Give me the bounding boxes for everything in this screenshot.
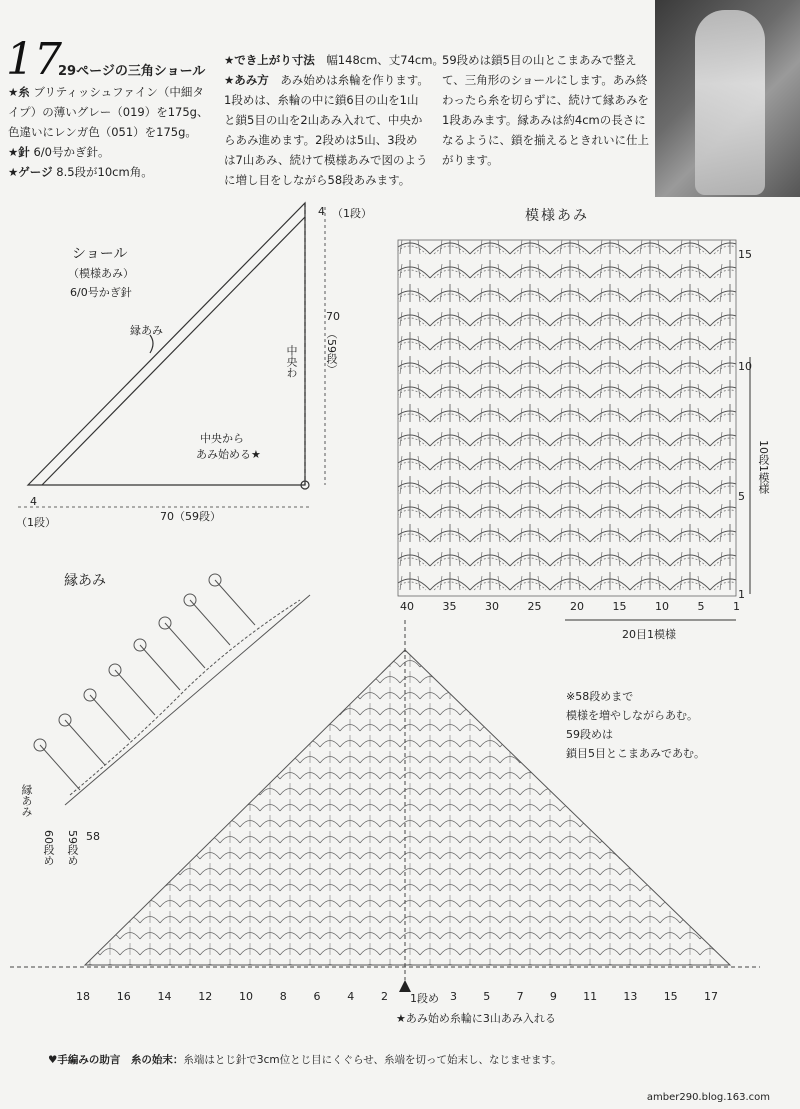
edge-row-60: 60段め xyxy=(42,830,55,866)
top-dim-rows: （1段） xyxy=(332,207,372,220)
pattern-row-10: 10 xyxy=(738,360,752,373)
right-row-labels: 3 5 7 9 11 13 15 17 xyxy=(450,990,718,1003)
start-note: ★あみ始め糸輪に3山あみ入れる xyxy=(396,1012,556,1025)
start-label-2: あみ始める★ xyxy=(196,448,261,461)
left-dim-rows: （1段） xyxy=(16,516,56,529)
materials-line: イプ）の薄いグレー（019）を175g、 xyxy=(8,105,209,119)
pattern-repeat-cols: 20目1模様 xyxy=(622,628,676,641)
pattern-row-5: 5 xyxy=(738,490,745,503)
left-dim: 4 xyxy=(30,495,37,508)
footer-advice: ♥手編みの助言 糸の始末：糸端はとじ針で3cm位とじ目にくぐらせ、糸端を切って始末し、なじませます。 xyxy=(48,1054,562,1066)
materials-line: ★ゲージ 8.5段が10cm角。 xyxy=(8,165,153,179)
shawl-outline xyxy=(28,203,305,485)
pattern-title: 29ページの三角ショール xyxy=(58,64,206,79)
edge-row-59: 59段め xyxy=(66,830,79,866)
materials-line: ★針 6/0号かぎ針。 xyxy=(8,145,110,159)
height-rows: （59段） xyxy=(325,328,338,375)
first-row-label: 1段め xyxy=(410,992,439,1005)
top-dim: 4 xyxy=(318,205,325,218)
edge-label: 縁あみ xyxy=(130,324,163,337)
shawl-title: ショール xyxy=(72,246,128,262)
shawl-sub: （模様あみ） xyxy=(68,267,134,280)
edge-chart-edge: 縁あみ xyxy=(20,784,33,817)
bottom-dim: 70（59段） xyxy=(160,510,221,523)
center-label: 中央わ xyxy=(285,345,298,378)
shawl-photo xyxy=(655,0,800,197)
start-label: 中央から xyxy=(200,432,244,445)
edge-chart-title: 縁あみ xyxy=(64,573,106,589)
materials-line: ★糸 ブリティッシュファイン（中細タ xyxy=(8,85,204,99)
height-dim: 70 xyxy=(326,310,340,323)
hook-size: 6/0号かぎ針 xyxy=(70,286,132,299)
materials-block xyxy=(8,82,208,182)
method-block: ★でき上がり寸法 幅148cm、丈74cm。 ★あみ方 あみ始めは糸輪を作ります。 1段めは、糸輪の中に鎖6目の山を1山 と鎖5目の山を2山あみ入れて、中央か らあみ進めます。2段めは5山、3段め は7山あみ、続けて模様あみで図のよう に増し目をしながら58段あみます。 xyxy=(224,53,444,187)
main-chart xyxy=(0,620,800,1000)
source-url: amber290.blog.163.com xyxy=(646,1092,770,1103)
pattern-row-1: 1 xyxy=(738,588,745,601)
method-block-2: 59段めは鎖5目の山とこまあみで整え て、三角形のショールにします。あみ終 わったら糸を切らずに、続けて縁あみを 1段あみます。縁あみは約4cmの長さに なるように、鎖を揃えるときれいに仕上 がります。 xyxy=(442,53,649,167)
chart-note-3: 59段めは xyxy=(566,728,613,741)
main-chart-triangle xyxy=(85,650,730,965)
pattern-chart-title: 模様あみ xyxy=(525,208,589,224)
pattern-number: 17 xyxy=(6,34,62,85)
pattern-row-15: 15 xyxy=(738,248,752,261)
pattern-grid xyxy=(398,240,736,596)
materials-line: 色違いにレンガ色（051）を175g。 xyxy=(8,125,197,139)
chart-note-2: 模様を増やしながらあむ。 xyxy=(566,709,698,722)
pattern-repeat-rows: 10段1模様 xyxy=(757,440,770,494)
left-row-labels: 18 16 14 12 10 8 6 4 2 xyxy=(76,990,388,1003)
edge-row-58: 58 xyxy=(86,830,100,843)
chart-note-4: 鎖目5目とこまあみであむ。 xyxy=(566,747,705,760)
chart-note-1: ※58段めまで xyxy=(566,690,634,703)
pattern-col-labels: 40 35 30 25 20 15 10 5 1 xyxy=(400,600,740,613)
